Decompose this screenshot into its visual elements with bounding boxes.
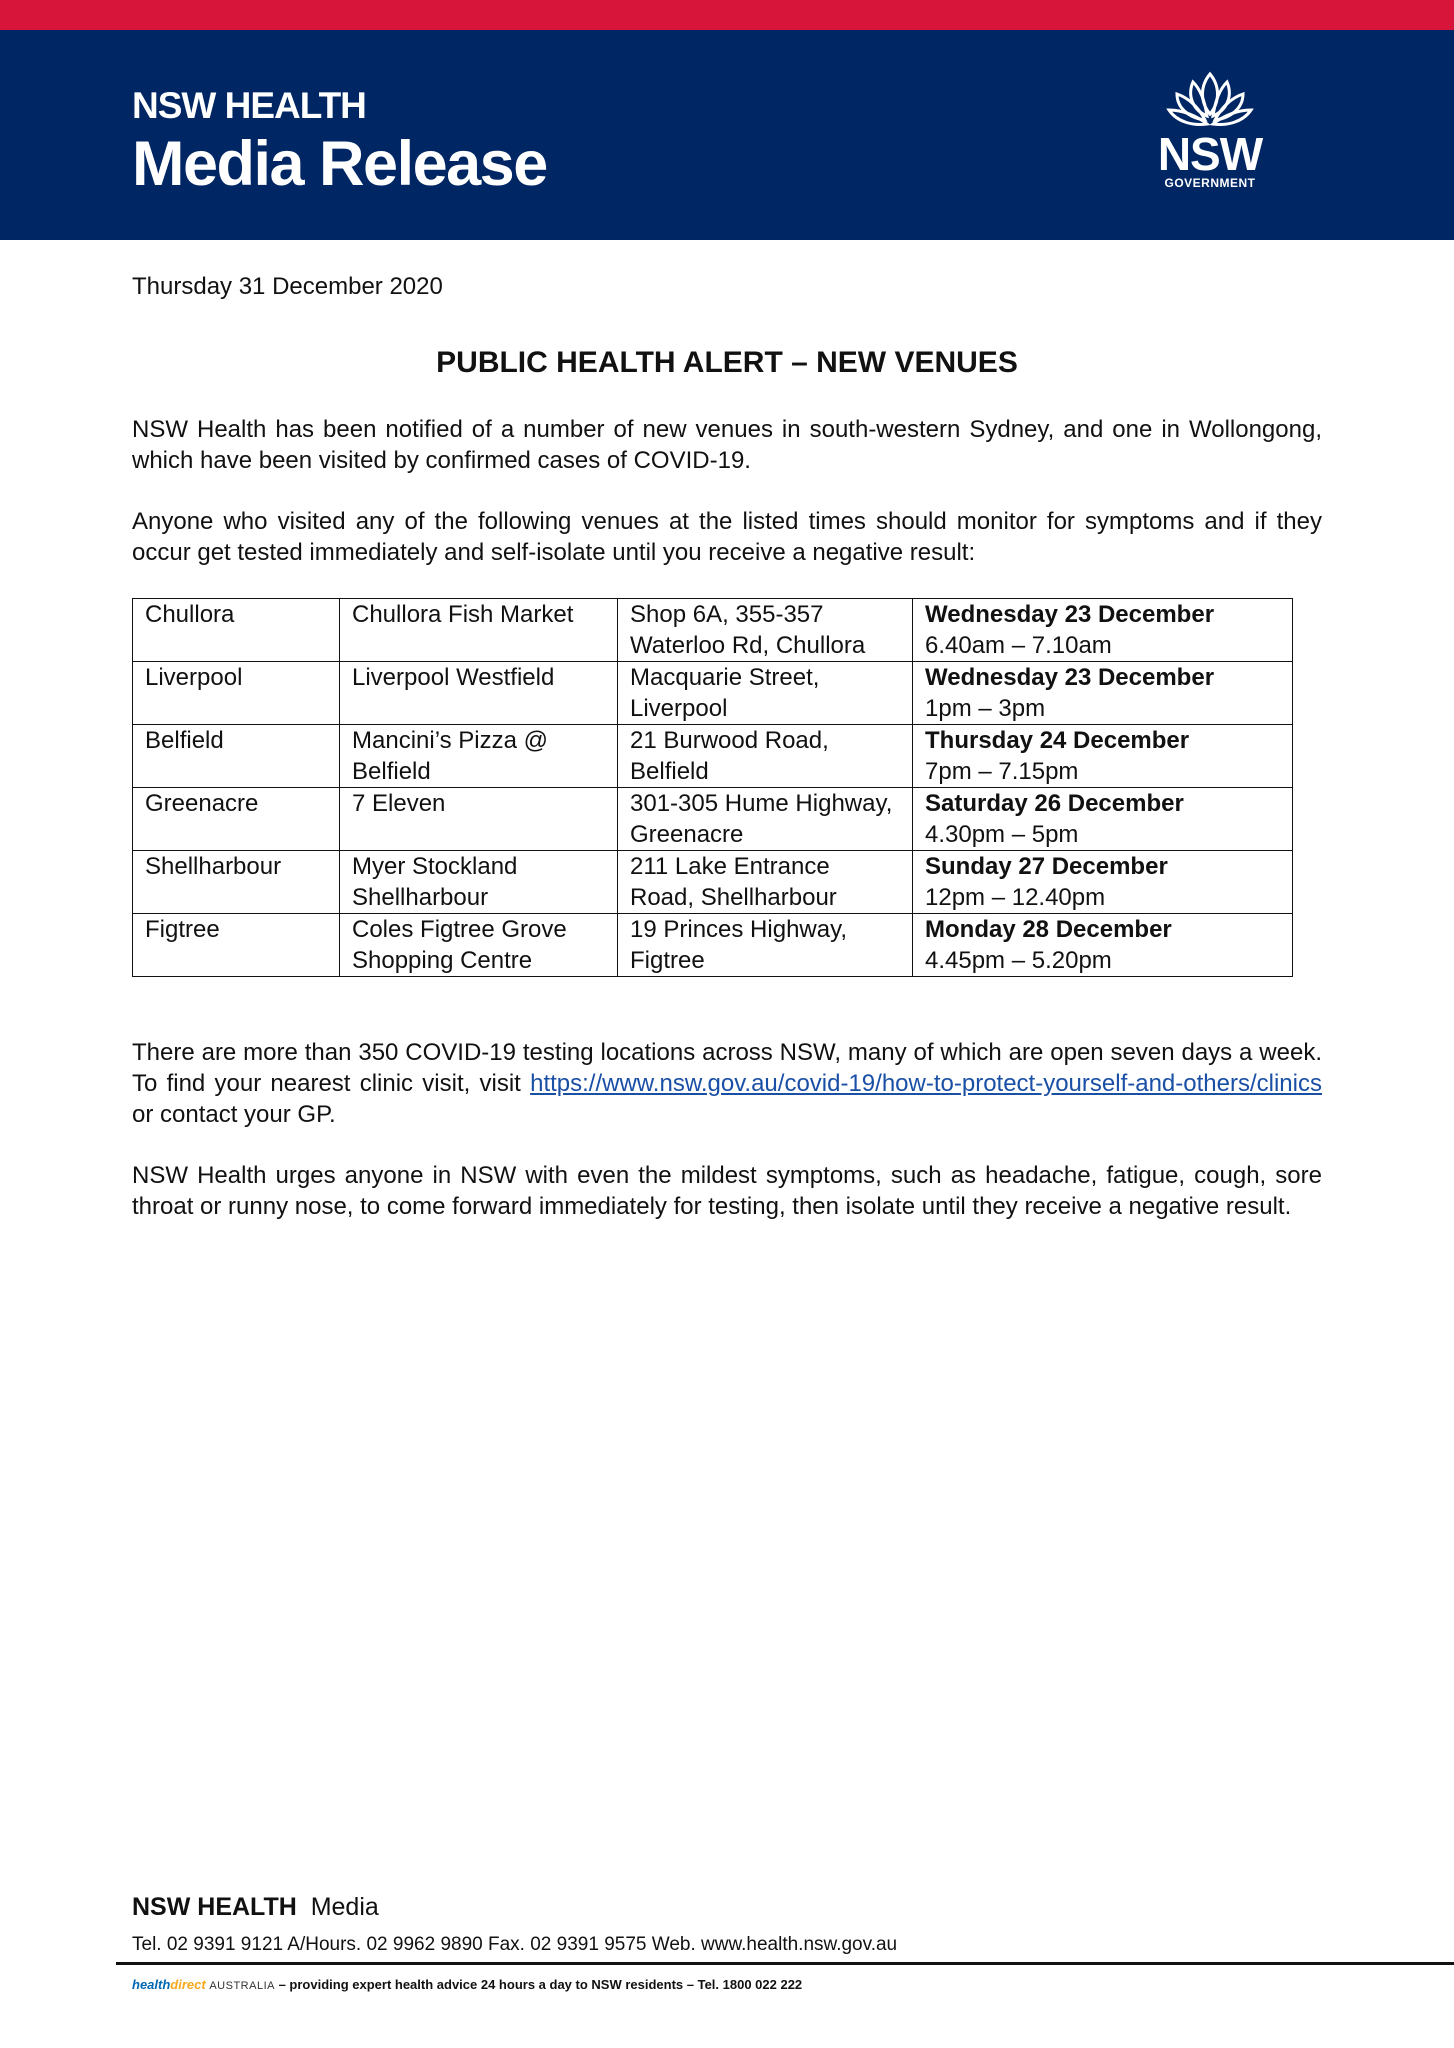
venue-address: 19 Princes Highway, Figtree	[618, 914, 913, 977]
venue-suburb: Greenacre	[133, 788, 340, 851]
venues-table	[132, 598, 1293, 977]
venue-suburb: Belfield	[133, 725, 340, 788]
urge-paragraph: NSW Health urges anyone in NSW with even the mildest symptoms, such as headache, fatigue, cough, sore throat or runny nose, to come forward immediately for testing, then isolate until they receive a negative result.	[132, 1162, 1322, 1220]
instruction-paragraph: Anyone who visited any of the following venues at the listed times should monitor for symptoms and if they occur get tested immediately and self-isolate until you receive a negative result:	[132, 508, 1322, 566]
venue-address: Shop 6A, 355-357 Waterloo Rd, Chullora	[618, 599, 913, 662]
brand-block	[132, 86, 547, 200]
footer-divider	[116, 1962, 1454, 1965]
venue-datetime	[913, 725, 1293, 788]
table-row	[133, 662, 1293, 725]
top-red-bar	[0, 0, 1454, 30]
venue-day: Wednesday 23 December	[925, 601, 1215, 628]
logo-government-text: GOVERNMENT	[1164, 176, 1256, 190]
venue-day: Wednesday 23 December	[925, 664, 1215, 691]
venue-datetime	[913, 599, 1293, 662]
table-row	[133, 599, 1293, 662]
venue-address: Macquarie Street, Liverpool	[618, 662, 913, 725]
venue-day: Thursday 24 December	[925, 727, 1190, 754]
healthdirect-logo-health: health	[132, 1977, 171, 1992]
media-release-title: Media Release	[132, 129, 547, 199]
footer-media: Media	[310, 1893, 379, 1921]
venue-suburb: Liverpool	[133, 662, 340, 725]
intro-paragraph: NSW Health has been notified of a number of new venues in south-western Sydney, and one in Wollongong, which have been visited by confirmed cases of COVID-19.	[132, 416, 1322, 474]
healthdirect-logo-direct: direct	[170, 1977, 206, 1992]
testing-text: There are more than 350 COVID-19 testing locations across NSW, many of which are open seven days a week. To find your nearest clinic visit, visit	[132, 1039, 1322, 1097]
venue-datetime	[913, 788, 1293, 851]
venue-name: Chullora Fish Market	[340, 599, 618, 662]
headline: PUBLIC HEALTH ALERT – NEW VENUES	[436, 346, 1018, 379]
nsw-government-logo	[1140, 70, 1280, 200]
venue-suburb: Figtree	[133, 914, 340, 977]
table-row	[133, 725, 1293, 788]
venue-day: Monday 28 December	[925, 916, 1172, 943]
venue-datetime	[913, 914, 1293, 977]
venue-address: 301-305 Hume Highway, Greenacre	[618, 788, 913, 851]
venue-suburb: Chullora	[133, 599, 340, 662]
venue-day: Sunday 27 December	[925, 853, 1168, 880]
logo-nsw-text: NSW	[1157, 128, 1263, 180]
footer-media-title	[132, 1893, 379, 1922]
footer-contact: Tel. 02 9391 9121 A/Hours. 02 9962 9890 Fax. 02 9391 9575 Web. www.health.nsw.gov.au	[132, 1934, 898, 1955]
footer-org: NSW HEALTH	[132, 1893, 297, 1921]
venue-time: 1pm – 3pm	[925, 695, 1046, 722]
venue-time: 12pm – 12.40pm	[925, 884, 1106, 911]
venue-time: 7pm – 7.15pm	[925, 758, 1079, 785]
venue-name: Mancini’s Pizza @ Belfield	[340, 725, 618, 788]
org-name: NSW HEALTH	[132, 85, 366, 126]
venue-datetime	[913, 851, 1293, 914]
healthdirect-text: – providing expert health advice 24 hours a day to NSW residents – Tel. 1800 022 222	[274, 1977, 803, 1992]
venue-day: Saturday 26 December	[925, 790, 1184, 817]
release-date: Thursday 31 December 2020	[132, 273, 443, 300]
table-row	[133, 914, 1293, 977]
venue-name: 7 Eleven	[340, 788, 618, 851]
testing-text-end: or contact your GP.	[132, 1101, 336, 1128]
healthdirect-line	[132, 1977, 802, 1992]
venue-datetime	[913, 662, 1293, 725]
venue-address: 21 Burwood Road, Belfield	[618, 725, 913, 788]
waratah-icon	[1165, 70, 1255, 132]
testing-paragraph	[132, 1037, 1322, 1130]
venue-time: 4.45pm – 5.20pm	[925, 947, 1112, 974]
venue-address: 211 Lake Entrance Road, Shellharbour	[618, 851, 913, 914]
table-row	[133, 788, 1293, 851]
table-row	[133, 851, 1293, 914]
clinics-link[interactable]: https://www.nsw.gov.au/covid-19/how-to-protect-yourself-and-others/clinics	[530, 1070, 1322, 1097]
venue-name: Coles Figtree Grove Shopping Centre	[340, 914, 618, 977]
venue-name: Myer Stockland Shellharbour	[340, 851, 618, 914]
venue-time: 4.30pm – 5pm	[925, 821, 1079, 848]
venue-suburb: Shellharbour	[133, 851, 340, 914]
healthdirect-australia: AUSTRALIA	[209, 1980, 275, 1992]
venue-name: Liverpool Westfield	[340, 662, 618, 725]
venue-time: 6.40am – 7.10am	[925, 632, 1112, 659]
